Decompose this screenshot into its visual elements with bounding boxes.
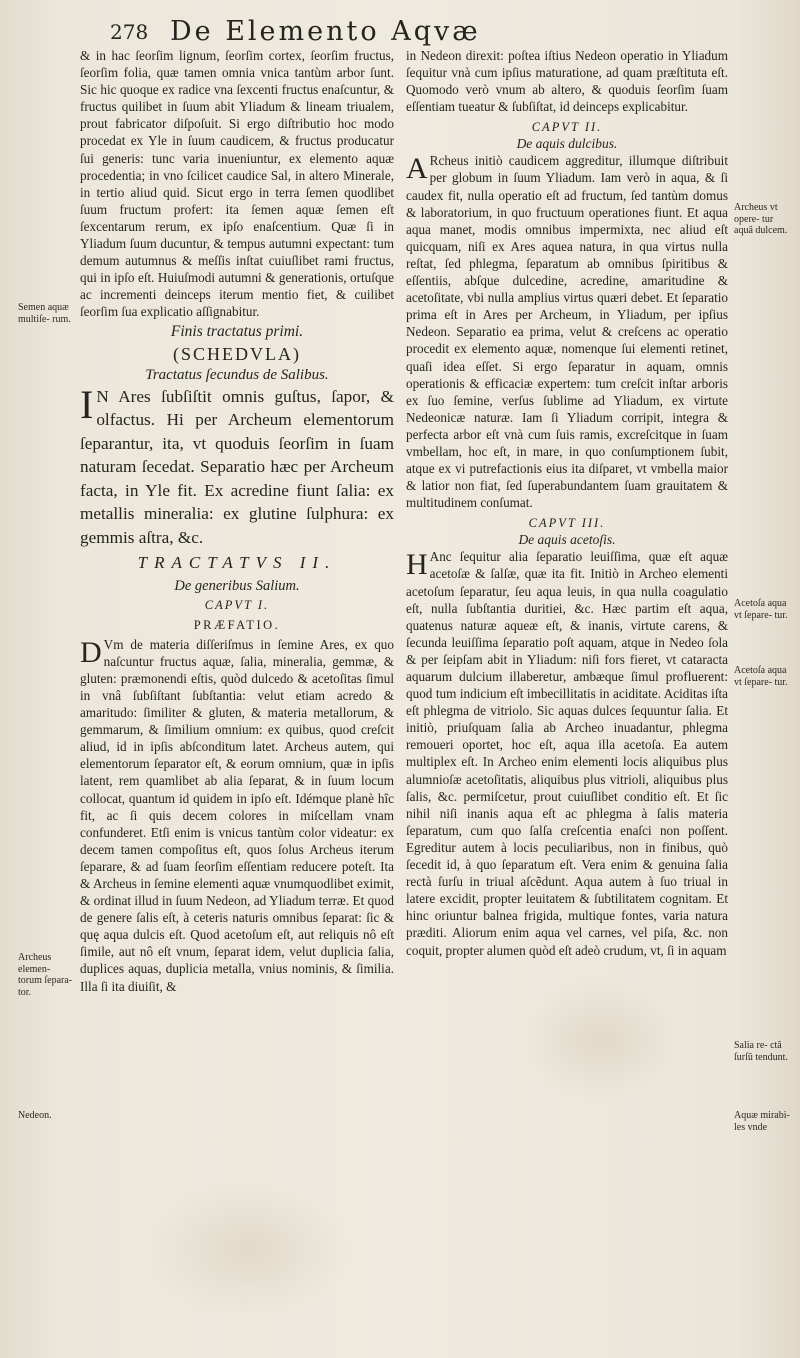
praefatio-heading: PRÆFATIO. (193, 617, 281, 632)
chapter-subtitle: De aquis dulcibus. (516, 136, 618, 152)
page-number: 278 (110, 20, 149, 44)
chapter-heading: CAPVT I. (204, 597, 270, 612)
paragraph (406, 152, 728, 511)
chapter-heading: CAPVT III. (528, 516, 606, 531)
paragraph-text: Anc ſequitur alia ſeparatio leuiſſima, quæ eſt aquæ acetoſæ & ſalſæ, quæ ita fit. Initiò in Archeo elementi acetoſum ſeparatur, ſeu aqua leuis, in qua nulla coagulatio eſt, nulla ſubſtantia duritiei, &c. Hæc partim eſt aqua, quatenus naturæ aqueæ eſt, & inanis, virtute carens, & ſecunda leuiſſima ſeparatio poſt aquam, atque in Nedeo ſola & per ſeipſam abit in Yliadum: niſi fors fieret, vt cataracta aquarum dulcium illaberetur, ambæque ſimul profluerent: quod tum indicium eſt imbecillitatis in aciditate. Aciditas iſta eſt phlegma de vitriolo. Sic aquas dulces ſequuntur ſalia. Et initiò, priuſquam ſalia ab Archeo inuadantur, phlegma remoueri oportet, hoc eſt, aqua illa acetoſa. Ea autem multiplex eſt. In Archeo enim elementi locis aliquibus plus alumnioſæ acetoſitatis, aliquibus plus vitrioli, aliquibus plus ſalis, &c. permiſcetur, prout cuiuſlibet conditio eſt. Et ſic nihil niſi inanis aqua eſt ac phlegma à ſalis materia ſeparatum, cum quo ſalſa creſcentia enaſci non poſſent. Egreditur autem à locis peculiaribus, non in finibus, quò ſecedit id, à quo ſeparatum eſt. Vera enim & genuina ſalia rectà ſurſu in triual aſcẽdunt. Aqua autem à ſuo triual in latere excidit, propter leuitatem & ſubtilitatem cognitam. Et hinc oriuntur balnea frigida, multique fontes, varia natura præditi. Aliorum enim aqua vel carnes, vel piſa, &c. non coquit, propter alumen quòd eſt adeò crudum, vt, ſi in aquam (406, 549, 728, 958)
margin-note: Archeus vt opere- tur aquâ dulcem. (734, 202, 788, 236)
paragraph-text: Rcheus initiò caudicem aggreditur, illumque diſtribuit per globum in ſuum Yliadum. Iam verò in aqua, & ſi caudex fit, nulla operatio eſt ad fructum, ſed tantùm domus & laboratorium, in quo fructuum operationes fiunt. Et aqua aqua manet, modis omnibus impermixta, nec aliud eſt quicquam, niſi ex Ares aquea natura, in qua virtus nulla reſtat, ſed phlegma, ſeparatum ab omnibus ſpiritibus & eſſentiis, abſque dulcedine, acredine, amaritudine & acetoſitate, vbi nulla amplius virtus quæri debet. Et ſeparatio prima eſt in Ares per Archeum, in Yliadum, per ipſius Nedeon. Separatio ea prima, velut & creſcens ac operatio procedit ex elemento aquæ, nomenque ſui elementi retinet, quaſi idea eſſet. Si ergo ſeparatur in aquam, omnis operationis & efficaciæ expertem: tum creſcit inſtar arboris ex ſuo ſemine, verſus ſublime ad Yliadum, ex virtute Nedeonicæ naturæ. Iam ſi Yliadum corripit, integra & perfecta arbor eſt vnà cum ſuis ramis, excreſcitque in ſuam vmbellam, hoc eſt, in mare, in quo conſumptionem ſubit, atque ex vi putrefactionis eius ita diſparet, vt vmbella maior & latior non fiat, ſed ſuperabundantem ſuam grauitatem & multitudinem conſumat. (406, 153, 728, 511)
drop-cap: D (80, 635, 102, 669)
chapter-subtitle: De aquis acetoſis. (518, 532, 616, 548)
drop-cap: A (406, 152, 428, 186)
margin-note: Acetoſa aqua vt ſepare- tur. (734, 665, 788, 688)
paragraph (406, 548, 728, 958)
paragraph: & in hac ſeorſim lignum, ſeorſim cortex, ſeorſim fructus, ſeorſim folia, quæ tamen omnia vnica tantùm arbor ſunt. Sic hic quoque ex radice vna ſexcenti fructus enaſcuntur, & fructus quilibet in ſuum abit Yliadum & lineam triualem, prout fabricator diſpoſuit. Si ergo diſtributio hoc modo procedat ex Yle in ſuum caudicem, & fructus producatur ſui generis: tunc varia inueniuntur, ex elemento aquæ procedentia; in vno ſcilicet caudice Sal, in altero Minerale, in tertio aliud quid. Sicut ergo in terra ſemen quodlibet ſuum fructum profert: ita ſemen aquæ ſemen eſt ſexcentarum rerum, ex ipſo enaſcentium. Quæ ſi in Yliadum ſuum ducuntur, & tempus autumni expectant: tum demum autumnus & meſſis inſtat cuiuſlibet rami fructus, qui in ipſo eſt. Huiuſmodi autumni & generationis, ortuſque ac incrementi deinceps iterum mentio fiet, & cuilibet ſeorſim ſua explicatio aſſignabitur. (80, 48, 394, 320)
margin-note: Acetoſa aqua vt ſepare- tur. (734, 598, 788, 621)
tractatus-heading: TRACTATVS II. (137, 552, 337, 572)
paragraph-text: Vm de materia diſſeriſmus in ſemine Ares, ex quo naſcuntur fructus aquæ, ſalia, mineralia, gemmæ, & gluten: præmonendi eſtis, quòd dulcedo & acetoſitas ſimul in vnâ ſubſiſtant ſubſtantia: velut etiam acredo & amaritudo: ſimiliter & gluten, & materia metallorum, & gemmarum, & ſimilium omnium: ex quibus, quod creſcit aliud, id in ipſis abſconditum latet. Archeus autem, qui elementorum ſeparator eſt, & eorum omnium, quæ in ipſis latent, rem quamlibet ab alia ſeparat, & in ſuum locum collocat, quantum id quidem in ipſo eſt. Idémque planè hîc fit, ac ſi quis decem colores in miſcellam vnam confunderet. Etſi enim is vnicus tantùm color videatur: ex decem tamen compoſitus eſt, quos ſolus Archeus iterum ſeparare, & ad ſuam ſeorſim eſſentiam reducere poteſt. Ita & Archeus in ſemine elementi aquæ vnumquodlibet eximit, & ordinat illud in ſuum Nedeon, ad Yliadum terræ. Et quod de genere ſalis eſt, à ceteris naturis omnibus ſeparat: ſic & quę aqua dulcis eſt. Quod acetoſum eſt, aut reliquis nô eſt ſimile, aut nô eſt vnum, ſeparat idem, velut duplicia ſalia, duplices aquas, duplicia metalla, vnius nominis, & ſimilia. Illa ſi ita diuiſit, & (80, 636, 394, 994)
margin-note: Archeus elemen- torum ſepara- tor. (18, 952, 73, 998)
paper-stain (520, 980, 680, 1100)
margin-note: Nedeon. (18, 1110, 52, 1121)
page-header (110, 16, 630, 50)
chapter-heading: CAPVT II. (531, 120, 603, 135)
left-column (80, 47, 394, 995)
margin-note: Semen aquæ multiſe- rum. (18, 302, 71, 325)
drop-cap: I (80, 381, 94, 427)
finis-heading: Finis tractatus primi. (170, 322, 304, 340)
schedula-heading: (SCHEDVLA) (173, 343, 301, 364)
paragraph-large (80, 381, 394, 550)
running-title: De Elemento Aqvæ (170, 16, 481, 47)
section-title: De generibus Salium. (174, 577, 300, 594)
paragraph: in Nedeon direxit: poſtea iſtius Nedeon operatio in Yliadum ſequitur vnà cum ipſius maturatione, ad quam præſtituta eſt. Quomodo verò vnum ab altero, & quoduis ſeorſim ſuam eſſentiam tueatur & ſubſiſtat, id deinceps explicabitur. (406, 48, 728, 115)
margin-note: Aquæ mirabi- les vnde (734, 1110, 790, 1133)
paragraph-text: N Ares ſubſiſtit omnis guſtus, ſapor, & olfactus. Hi per Archeum elementorum ſeparantur, ita, vt quoduis ſeorſim in ſuam naturam ſecedat. Separatio hæc per Archeum facta, in Yle fit. Ex acredine fiunt ſalia: ex metallis mineralia: ex glutine ſulphura: ex gemmis aſtra, &c. (80, 386, 394, 548)
paper-stain (150, 1180, 350, 1320)
margin-note: Salia re- ctâ ſurſû tendunt. (734, 1040, 788, 1063)
drop-cap: H (406, 548, 428, 582)
tractatus-secundus-heading: Tractatus ſecundus de Salibus. (145, 366, 329, 383)
paragraph (80, 636, 394, 995)
right-column (406, 47, 728, 959)
